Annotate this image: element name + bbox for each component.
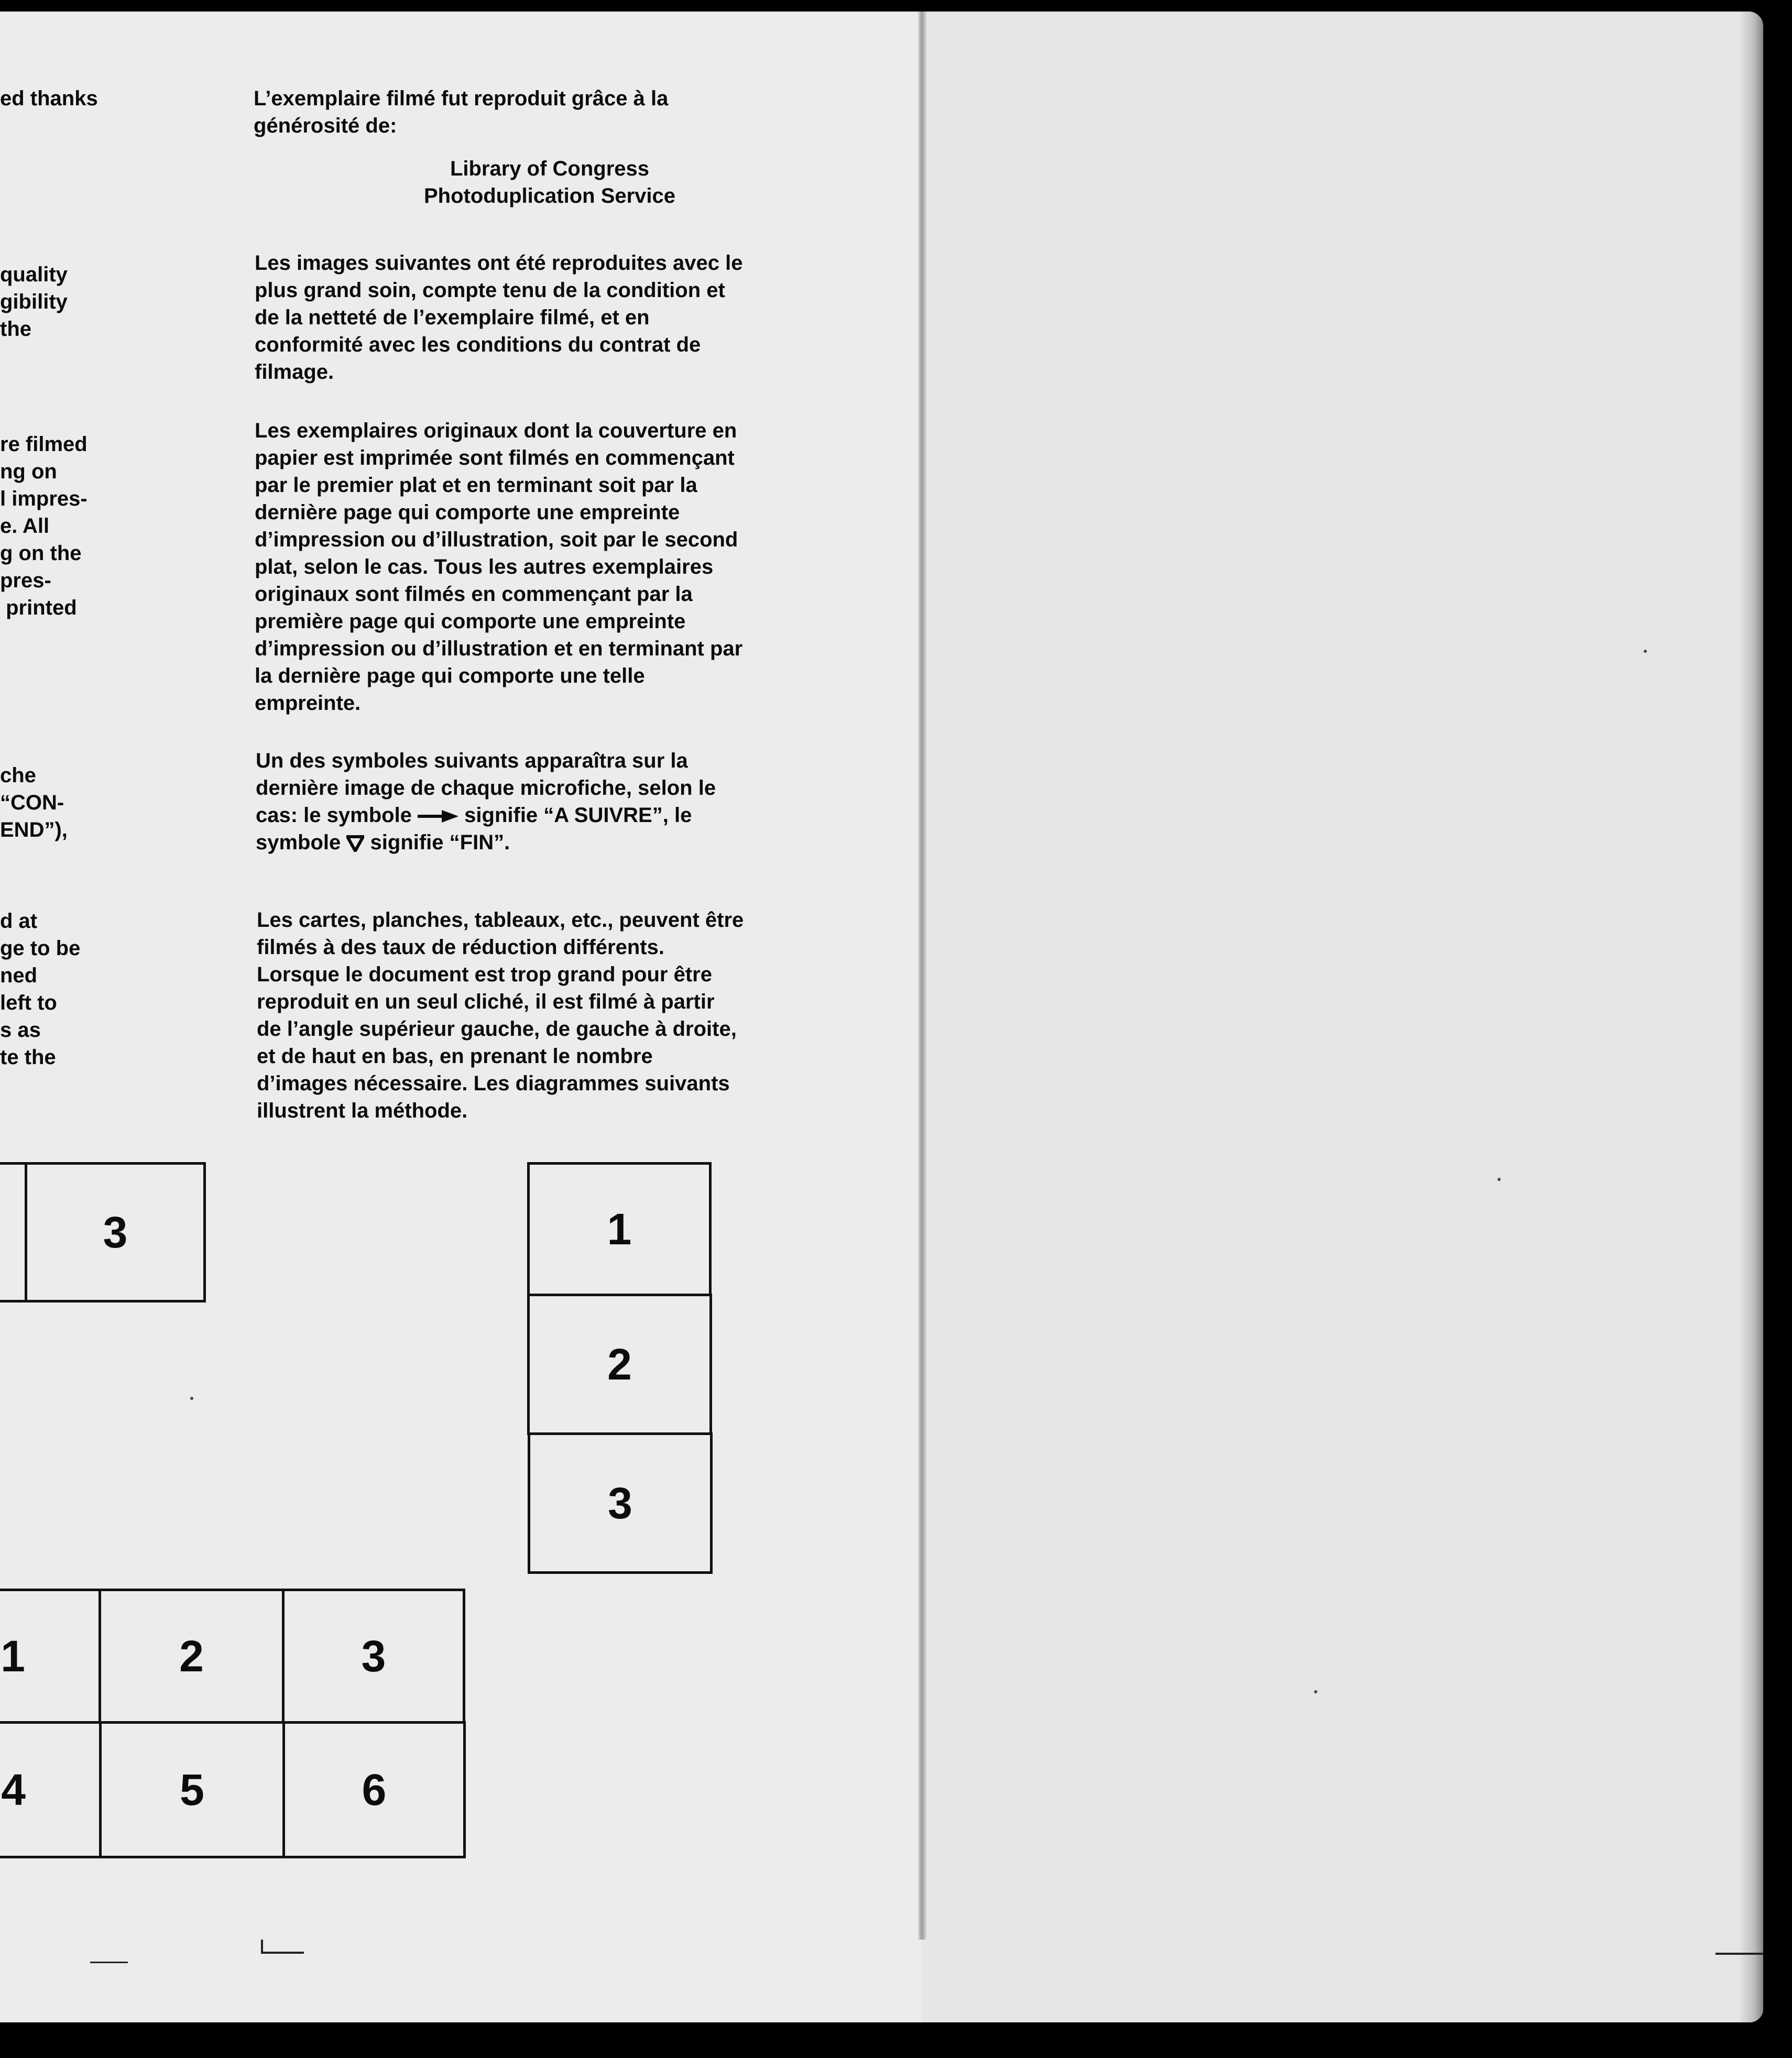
- intro-paragraph: L’exemplaire filmé fut reproduit grâce à la générosité de:: [254, 87, 669, 137]
- maps-paragraph: Les cartes, planches, tableaux, etc., peuvent être filmés à des taux de réduction différents. Lorsque le document est trop grand pour être reproduit en un seul cliché, il est filmé à partir de l’angle supérieur gauche, de gauche à droite, et de haut en bas, en prenant le nombre d’images nécessaire. Les diagrammes suivants illustrent la méthode.: [257, 908, 744, 1122]
- symbols-text: symbole: [256, 831, 347, 854]
- symbols-text: cas: le symbole: [256, 804, 418, 827]
- diagram-cell: 3: [528, 1432, 713, 1574]
- target-sheet: [0, 12, 1763, 2022]
- blank-back-sheet: [922, 12, 1763, 2022]
- diagram-cell: 3: [25, 1162, 206, 1302]
- scan-speck: [1314, 1690, 1317, 1693]
- diagram-cell: 6: [282, 1721, 466, 1858]
- left-column-line: ed thanks: [0, 87, 98, 110]
- left-column-paragraph: re filmed ng on l impres- e. All g on the pres- printed: [0, 433, 88, 619]
- originals-paragraph: Les exemplaires originaux dont la couverture en papier est imprimée sont filmés en commençant par le premier plat et en terminant soit par la dernière page qui comporte une empreinte d’impression ou d’illustration, soit par le second plat, selon le cas. Tous les autres exemplaires originaux sont filmés en commençant par la première page qui comporte une empreinte d’impression ou d’illustration et en terminant par la dernière page qui comporte une telle empreinte.: [255, 419, 743, 715]
- symbols-line: dernière image de chaque microfiche, selon le: [256, 776, 716, 800]
- down-triangle-icon: [346, 829, 364, 856]
- scan-artifact: [90, 1962, 128, 1963]
- diagram-cell: 1: [527, 1162, 712, 1296]
- symbols-line: [256, 829, 510, 856]
- left-column-paragraph: che “CON- END”),: [0, 764, 68, 841]
- diagram-cell: 2: [99, 1589, 285, 1724]
- diagram-cell: 2: [527, 1294, 712, 1435]
- diagram-cell: 3: [282, 1589, 465, 1724]
- images-paragraph: Les images suivantes ont été reproduites avec le plus grand soin, compte tenu de la condition et de la netteté de l’exemplaire filmé, et en conformité avec les conditions du contrat de filmage.: [255, 251, 743, 384]
- symbols-text: signifie “FIN”.: [364, 831, 510, 854]
- scan-artifact: [1715, 1953, 1763, 1955]
- institution-department: Photoduplication Service: [423, 184, 676, 207]
- symbols-text: signifie “A SUIVRE”, le: [458, 804, 692, 827]
- symbols-line: [256, 802, 692, 829]
- institution-name: Library of Congress: [450, 157, 650, 180]
- scan-speck: [1644, 650, 1647, 653]
- diagram-cell: 1: [0, 1589, 101, 1724]
- left-column-paragraph: d at ge to be ned left to s as te the: [0, 910, 81, 1069]
- scan-speck: [190, 1397, 193, 1400]
- diagram-cell: [0, 1162, 27, 1302]
- arrow-right-icon: [418, 802, 458, 829]
- diagram-cell: 4: [0, 1721, 102, 1858]
- left-column-paragraph: quality gibility the: [0, 263, 68, 341]
- sheet-right-edge: [1739, 12, 1763, 2022]
- sheet-fold-shadow: [918, 12, 926, 1940]
- scan-artifact: [261, 1952, 304, 1954]
- symbols-line: Un des symboles suivants apparaîtra sur la: [256, 749, 688, 772]
- scan-speck: [1498, 1178, 1501, 1181]
- diagram-cell: 5: [99, 1721, 285, 1858]
